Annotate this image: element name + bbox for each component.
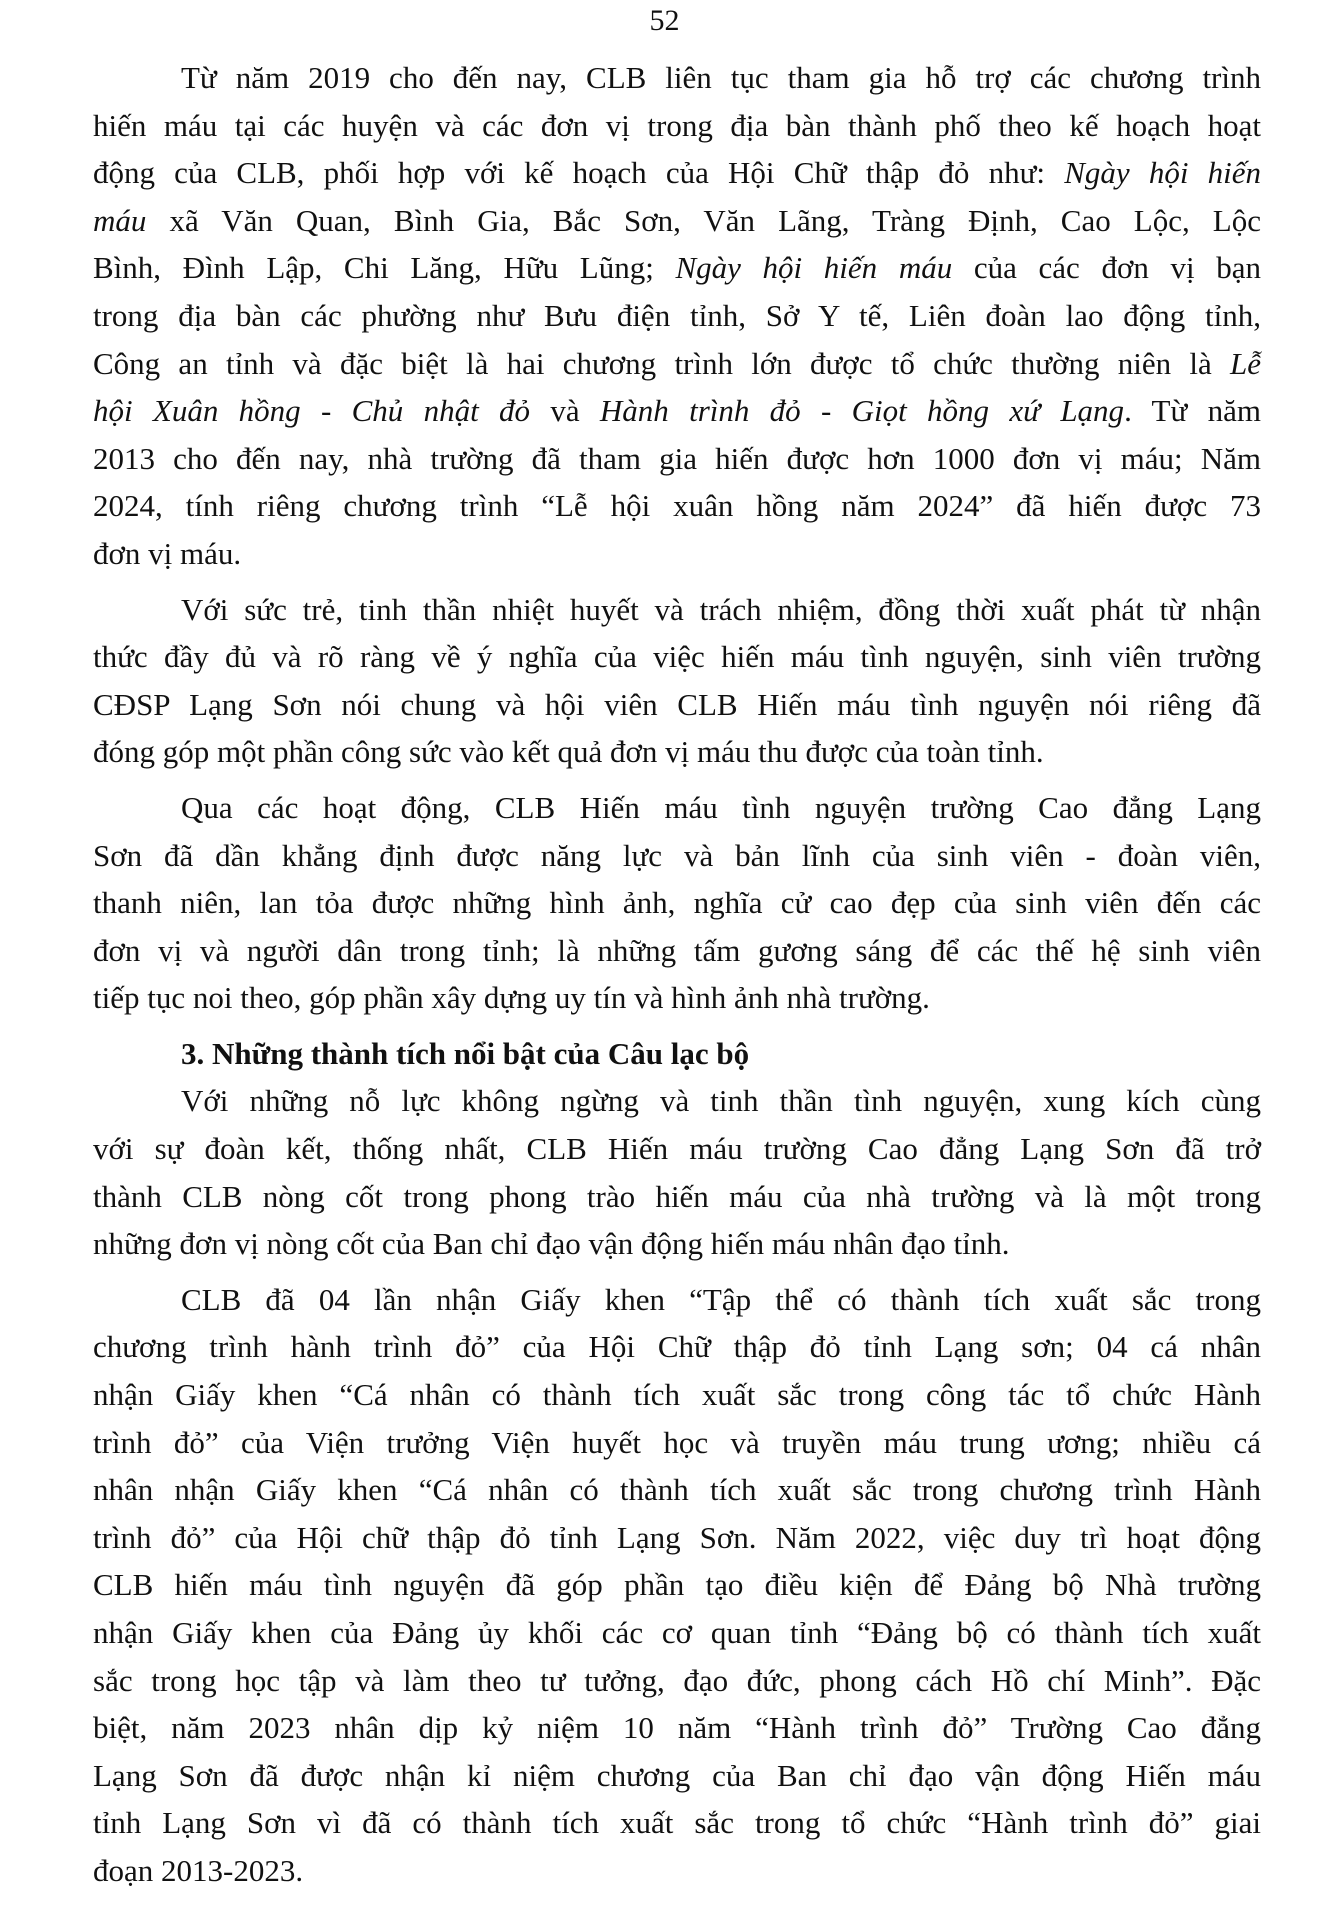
- achievements-section: [93, 1077, 1261, 1894]
- text-line: [93, 149, 1261, 197]
- text-line: tỉnh Lạng Sơn vì đã có thành tích xuất sắc trong tổ chức “Hành trình đỏ” giai: [93, 1805, 1261, 1841]
- text-line: đóng góp một phần công sức vào kết quả đơn vị máu thu được của toàn tỉnh.: [93, 734, 1044, 770]
- italic-text-run: Lễ: [1230, 345, 1261, 381]
- text-line: sắc trong học tập và làm theo tư tưởng, đạo đức, phong cách Hồ chí Minh”. Đặc: [93, 1662, 1261, 1698]
- text-run: của các đơn vị bạn: [952, 250, 1261, 286]
- paragraph: [93, 1276, 1261, 1895]
- text-line: Qua các hoạt động, CLB Hiến máu tình nguyện trường Cao đẳng Lạng: [181, 789, 1261, 825]
- text-line: 2013 cho đến nay, nhà trường đã tham gia hiến được hơn 1000 đơn vị máu; Năm: [93, 440, 1261, 476]
- text-line: thanh niên, lan tỏa được những hình ảnh, nghĩa cử cao đẹp của sinh viên đến các: [93, 885, 1261, 921]
- intro-section: [93, 54, 1261, 1022]
- text-line: Lạng Sơn đã được nhận kỉ niệm chương của Ban chỉ đạo vận động Hiến máu: [93, 1757, 1261, 1793]
- paragraph: [93, 1077, 1261, 1267]
- text-line: chương trình hành trình đỏ” của Hội Chữ thập đỏ tỉnh Lạng sơn; 04 cá nhân: [93, 1329, 1261, 1365]
- text-run: Bình, Đình Lập, Chi Lăng, Hữu Lũng;: [93, 250, 676, 286]
- text-line: 2024, tính riêng chương trình “Lễ hội xuân hồng năm 2024” đã hiến được 73: [93, 488, 1261, 524]
- italic-text-run: Hành trình đỏ - Giọt hồng xứ Lạng: [599, 393, 1125, 429]
- text-line: đơn vị và người dân trong tỉnh; là những tấm gương sáng để các thế hệ sinh viên: [93, 932, 1261, 968]
- text-line: những đơn vị nòng cốt của Ban chỉ đạo vận động hiến máu nhân đạo tỉnh.: [93, 1226, 1010, 1262]
- paragraph: [93, 784, 1261, 1022]
- text-line: trình đỏ” của Viện trưởng Viện huyết học và truyền máu trung ương; nhiều cá: [93, 1424, 1261, 1460]
- text-line: biệt, năm 2023 nhân dịp kỷ niệm 10 năm “Hành trình đỏ” Trường Cao đẳng: [93, 1710, 1261, 1746]
- text-line: [93, 197, 1261, 245]
- text-line: [93, 244, 1261, 292]
- text-line: nhận Giấy khen của Đảng ủy khối các cơ quan tỉnh “Đảng bộ có thành tích xuất: [93, 1615, 1261, 1650]
- text-line: thức đầy đủ và rõ ràng về ý nghĩa của việc hiến máu tình nguyện, sinh viên trường: [93, 639, 1261, 675]
- page-number: 52: [649, 4, 680, 37]
- section-heading-text: 3. Những thành tích nổi bật của Câu lạc bộ: [181, 1035, 750, 1071]
- italic-text-run: hội Xuân hồng - Chủ nhật đỏ: [93, 393, 531, 429]
- text-run: Công an tỉnh và đặc biệt là hai chương trình lớn được tổ chức thường niên là: [93, 345, 1230, 381]
- text-line: nhân nhận Giấy khen “Cá nhân có thành tích xuất sắc trong chương trình Hành: [93, 1472, 1261, 1508]
- text-run: xã Văn Quan, Bình Gia, Bắc Sơn, Văn Lãng, Tràng Định, Cao Lộc, Lộc: [146, 202, 1261, 238]
- text-line: Với sức trẻ, tinh thần nhiệt huyết và trách nhiệm, đồng thời xuất phát từ nhận: [181, 591, 1261, 627]
- text-line: CĐSP Lạng Sơn nói chung và hội viên CLB Hiến máu tình nguyện nói riêng đã: [93, 686, 1261, 722]
- text-run: động của CLB, phối hợp với kế hoạch của Hội Chữ thập đỏ như:: [93, 155, 1065, 191]
- text-line: CLB đã 04 lần nhận Giấy khen “Tập thể có thành tích xuất sắc trong: [181, 1281, 1261, 1317]
- paragraph: [93, 54, 1261, 578]
- document-body: [93, 54, 1261, 1895]
- text-run: . Từ năm: [1124, 393, 1261, 429]
- text-line: nhận Giấy khen “Cá nhân có thành tích xuất sắc trong công tác tổ chức Hành: [93, 1377, 1261, 1413]
- paragraph: [93, 586, 1261, 776]
- text-line: hiến máu tại các huyện và các đơn vị trong địa bàn thành phố theo kế hoạch hoạt: [93, 107, 1261, 143]
- section-heading: [93, 1030, 1261, 1078]
- text-line: đoạn 2013-2023.: [93, 1852, 304, 1888]
- italic-text-run: máu: [93, 202, 147, 238]
- text-line: trong địa bàn các phường như Bưu điện tỉnh, Sở Y tế, Liên đoàn lao động tỉnh,: [93, 297, 1261, 333]
- text-line: với sự đoàn kết, thống nhất, CLB Hiến máu trường Cao đẳng Lạng Sơn đã trở: [93, 1131, 1261, 1167]
- text-line: CLB hiến máu tình nguyện đã góp phần tạo điều kiện để Đảng bộ Nhà trường: [93, 1567, 1261, 1603]
- text-line: [93, 340, 1261, 388]
- text-line: [93, 387, 1261, 435]
- text-line: trình đỏ” của Hội chữ thập đỏ tỉnh Lạng Sơn. Năm 2022, việc duy trì hoạt động: [93, 1519, 1261, 1555]
- text-line: thành CLB nòng cốt trong phong trào hiến máu của nhà trường và là một trong: [93, 1178, 1261, 1214]
- text-line: Sơn đã dần khẳng định được năng lực và bản lĩnh của sinh viên - đoàn viên,: [93, 837, 1261, 873]
- italic-text-run: Ngày hội hiến: [1064, 155, 1261, 191]
- text-run: và: [530, 393, 600, 429]
- text-line: tiếp tục noi theo, góp phần xây dựng uy tín và hình ảnh nhà trường.: [93, 980, 930, 1016]
- text-line: đơn vị máu.: [93, 535, 242, 571]
- italic-text-run: Ngày hội hiến máu: [675, 250, 953, 286]
- text-line: Với những nỗ lực không ngừng và tinh thần tình nguyện, xung kích cùng: [181, 1083, 1261, 1119]
- text-line: Từ năm 2019 cho đến nay, CLB liên tục tham gia hỗ trợ các chương trình: [181, 60, 1261, 95]
